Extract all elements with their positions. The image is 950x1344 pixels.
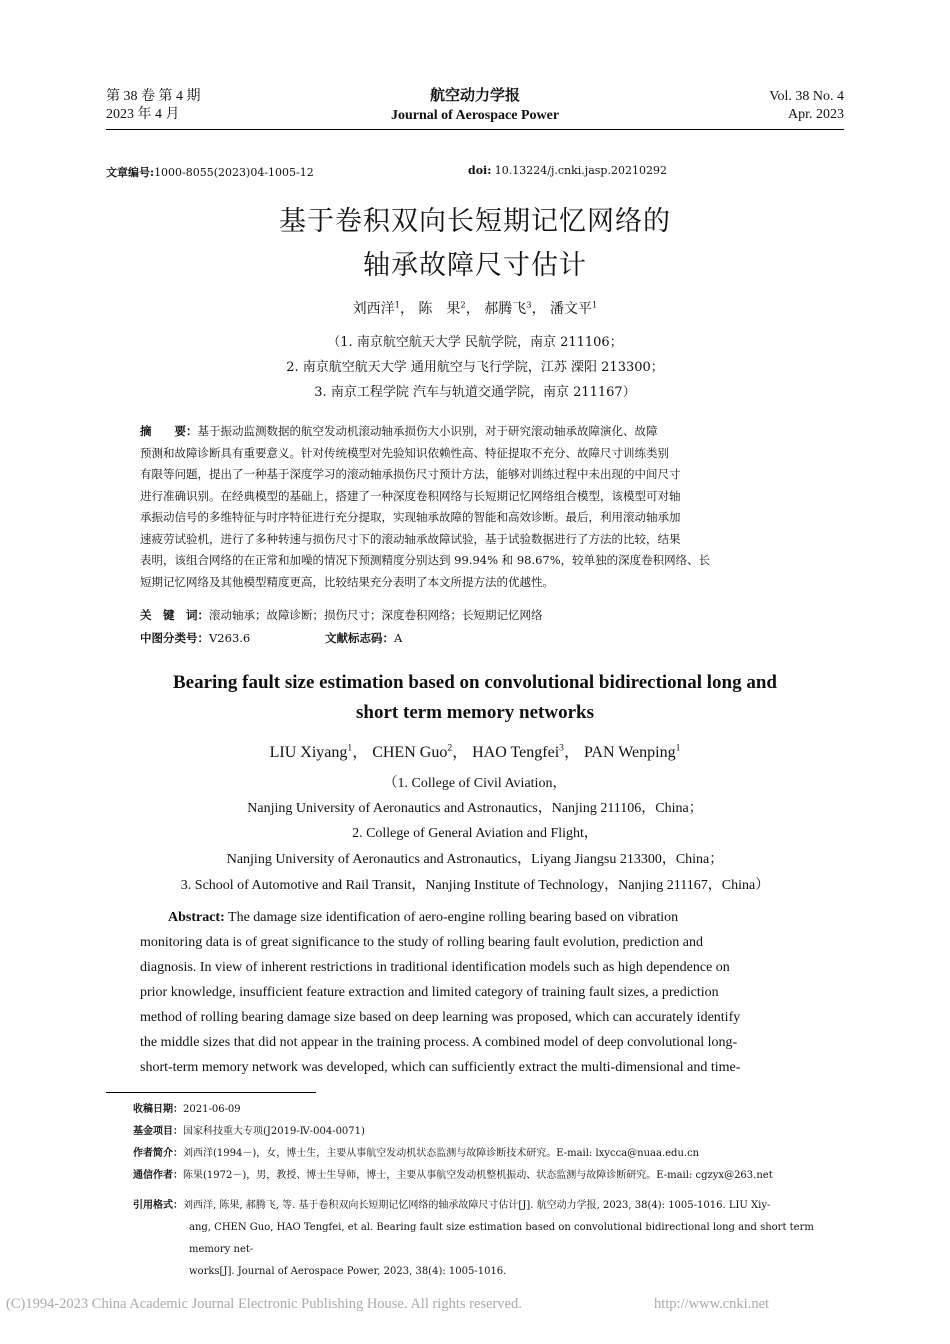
author-en: HAO Tengfei$^3$ bbox=[472, 742, 564, 761]
header-date: 2023 年 4 月 bbox=[106, 107, 180, 122]
doi-label: doi: bbox=[468, 164, 492, 177]
corr-value: 陈果(1972－)，男，教授、博士生导师，博士，主要从事航空发动机整机振动、状态监测与故障诊断研究。E-mail: cgzyx@263.net bbox=[183, 1170, 773, 1181]
received-label: 收稿日期： bbox=[133, 1104, 183, 1115]
cite-line: ang, CHEN Guo, HAO Tengfei, et al. Bearing fault size estimation based on convolutional bidirectional long and short term memory net- bbox=[189, 1222, 814, 1255]
corr-label: 通信作者： bbox=[133, 1170, 183, 1181]
abstract-en-line: diagnosis. In view of inherent restrictions in traditional identification models such as high dependence on bbox=[140, 960, 730, 975]
clc-label: 中图分类号： bbox=[140, 631, 209, 645]
abstract-cn-line: 承振动信号的多维特征与时序特征进行充分提取，实现轴承故障的智能和高效诊断。最后，利用滚动轴承加 bbox=[140, 510, 681, 524]
author-bio-value: 刘西洋(1994－)，女，博士生，主要从事航空发动机状态监测与故障诊断技术研究。E-mail: lxycca@nuaa.edu.cn bbox=[183, 1148, 700, 1159]
abstract-cn-line: 预测和故障诊断具有重要意义。针对传统模型对先验知识依赖性高、特征提取不充分、故障尺寸训练类别 bbox=[140, 445, 669, 460]
affiliation-en-1: （1. College of Civil Aviation， bbox=[383, 776, 567, 791]
abstract-cn-line: 进行准确识别。在经典模型的基础上，搭建了一种深度卷积网络与长短期记忆网络组合模型，该模型可对轴 bbox=[140, 488, 681, 503]
affiliation-cn-1: （1. 南京航空航天大学 民航学院，南京 211106； bbox=[327, 335, 623, 350]
author-en: LIU Xiyang$^1$ bbox=[269, 742, 353, 761]
doi-value[interactable]: 10.13224/j.cnki.jasp.20210292 bbox=[494, 164, 667, 177]
header-volume-issue: 第 38 卷 第 4 期 bbox=[106, 89, 201, 104]
title-cn-line1: 基于卷积双向长短期记忆网络的 bbox=[279, 206, 671, 237]
footnote-citation bbox=[133, 1195, 845, 1283]
affiliation-cn-2: 2. 南京航空航天大学 通用航空与飞行学院，江苏 溧阳 213300； bbox=[286, 360, 664, 375]
affiliation-en-2: Nanjing University of Aeronautics and Astronautics，Nanjing 211106，China； bbox=[247, 801, 703, 816]
abstract-cn-label: 摘 要： bbox=[140, 424, 198, 438]
affiliation-en-3: 2. College of General Aviation and Flight， bbox=[352, 826, 598, 841]
abstract-en-line: monitoring data is of great significance to the study of rolling bearing fault evolution, prediction and bbox=[140, 935, 703, 950]
header-date-en: Apr. 2023 bbox=[788, 107, 844, 122]
author-cn: 郝腾飞$^3$ bbox=[484, 299, 532, 317]
abstract-en-line: The damage size identification of aero-engine rolling bearing based on vibration bbox=[228, 910, 679, 925]
received-value: 2021-06-09 bbox=[183, 1104, 241, 1115]
affiliation-cn-3: 3. 南京工程学院 汽车与轨道交通学院，南京 211167） bbox=[314, 385, 636, 400]
footnote-rule bbox=[106, 1092, 316, 1093]
header-journal-en: Journal of Aerospace Power bbox=[390, 108, 560, 123]
abstract-en-line: prior knowledge, insufficient feature extraction and limited category of training fault sizes, a prediction bbox=[140, 985, 719, 1000]
clc-value: V263.6 bbox=[209, 631, 251, 645]
title-en-line1: Bearing fault size estimation based on convolutional bidirectional long and bbox=[172, 672, 777, 693]
abstract-cn-line: 短期记忆网络及其他模型精度更高，比较结果充分表明了本文所提方法的优越性。 bbox=[140, 574, 554, 589]
footer-url[interactable]: http://www.cnki.net bbox=[654, 1296, 770, 1312]
title-cn-line2: 轴承故障尺寸估计 bbox=[363, 250, 587, 281]
authors-en: LIU Xiyang$^1$， CHEN Guo$^2$， HAO Tengfei$^3$， PAN Wenping$^1$ bbox=[269, 742, 681, 761]
article-number-value: 1000-8055(2023)04-1005-12 bbox=[154, 166, 314, 179]
footnote-received bbox=[133, 1099, 241, 1121]
abstract-cn-line: 速疲劳试验机，进行了多种转速与损伤尺寸下的滚动轴承故障试验，基于试验数据进行了方法的比较，结果 bbox=[140, 531, 681, 546]
abstract-en-line: method of rolling bearing damage size based on deep learning was proposed, which can accurately identify bbox=[140, 1010, 741, 1025]
clc-number bbox=[140, 628, 250, 650]
fund-value: 国家科技重大专项(J2019-Ⅳ-004-0071) bbox=[183, 1126, 365, 1137]
author-cn: 潘文平$^1$ bbox=[550, 299, 598, 317]
doc-code-label: 文献标志码： bbox=[325, 631, 394, 645]
article-number bbox=[106, 164, 314, 180]
abstract-cn-line: 表明，该组合网络的在正常和加噪的情况下预测精度分别达到 99.94% 和 98.67%，较单独的深度卷积网络、长 bbox=[140, 553, 711, 567]
abstract-en-line: short-term memory network was developed, which can sufficiently extract the multi-dimensional and time- bbox=[140, 1060, 741, 1075]
author-bio-label: 作者简介： bbox=[133, 1148, 183, 1159]
cite-line: 刘西洋, 陈果, 郝腾飞, 等. 基于卷积双向长短期记忆网络的轴承故障尺寸估计[J]. 航空动力学报, 2023, 38(4): 1005-1016. LIU Xiy- bbox=[183, 1200, 771, 1211]
affiliation-en-4: Nanjing University of Aeronautics and Astronautics，Liyang Jiangsu 213300，China； bbox=[226, 852, 724, 867]
cite-line: works[J]. Journal of Aerospace Power, 2023, 38(4): 1005-1016. bbox=[189, 1266, 507, 1277]
doc-code bbox=[325, 628, 402, 650]
abstract-cn bbox=[140, 421, 826, 593]
doi bbox=[468, 164, 667, 177]
author-cn: 刘西洋$^1$ bbox=[352, 299, 400, 317]
footnote-author bbox=[133, 1143, 699, 1165]
article-number-label: 文章编号: bbox=[106, 166, 155, 179]
cite-label: 引用格式： bbox=[133, 1200, 183, 1211]
author-en: PAN Wenping$^1$ bbox=[583, 742, 681, 761]
footer-copyright: (C)1994-2023 China Academic Journal Electronic Publishing House. All rights reserved. bbox=[6, 1296, 522, 1312]
author-cn: 陈 果$^2$ bbox=[418, 299, 466, 317]
abstract-cn-line: 有限等问题，提出了一种基于深度学习的滚动轴承损伤尺寸预计方法，能够对训练过程中未出现的中间尺寸 bbox=[140, 467, 681, 481]
keywords-cn-label: 关 键 词： bbox=[140, 608, 209, 622]
authors-cn: 刘西洋$^1$， 陈 果$^2$， 郝腾飞$^3$， 潘文平$^1$ bbox=[352, 299, 598, 317]
keywords-cn-text: 滚动轴承；故障诊断；损伤尺寸；深度卷积网络；长短期记忆网络 bbox=[209, 608, 543, 622]
footnote-corresponding bbox=[133, 1165, 773, 1187]
abstract-en-label: Abstract: bbox=[168, 910, 225, 925]
abstract-cn-line: 基于振动监测数据的航空发动机滚动轴承损伤大小识别，对于研究滚动轴承故障演化、故障 bbox=[197, 424, 658, 438]
footnote-fund bbox=[133, 1121, 365, 1143]
abstract-en bbox=[140, 905, 806, 1080]
title-en-line2: short term memory networks bbox=[356, 702, 594, 723]
keywords-cn bbox=[140, 605, 543, 627]
header-journal-cn: 航空动力学报 bbox=[429, 86, 520, 104]
affiliation-en-5: 3. School of Automotive and Rail Transit，Nanjing Institute of Technology，Nanjing 211167，China） bbox=[180, 878, 770, 893]
abstract-en-line: the middle sizes that did not appear in the training process. A combined model of deep convolutional long- bbox=[140, 1035, 738, 1050]
doc-code-value: A bbox=[394, 631, 403, 645]
author-en: CHEN Guo$^2$ bbox=[372, 742, 453, 761]
header-vol-no: Vol. 38 No. 4 bbox=[769, 89, 844, 104]
fund-label: 基金项目： bbox=[133, 1126, 183, 1137]
header-rule bbox=[106, 129, 844, 130]
